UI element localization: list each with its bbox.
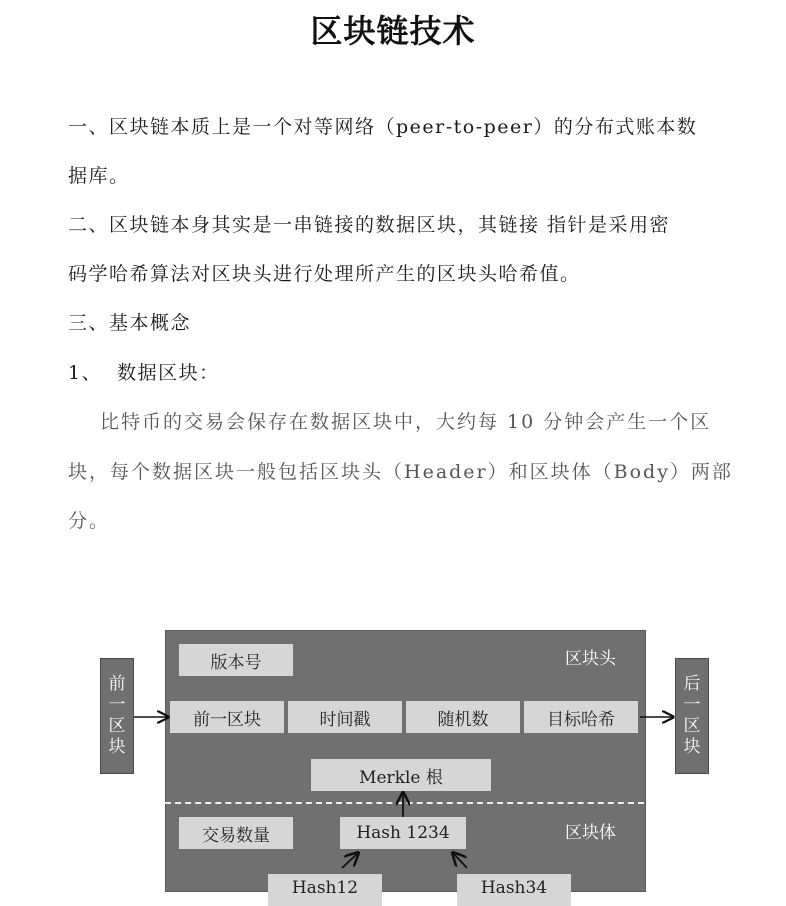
arrow-hash12-to-hash1234 <box>342 853 358 868</box>
paragraph-1-line-1: 一、区块链本质上是一个对等网络（peer-to-peer）的分布式账本数 <box>68 116 698 138</box>
body-text-line-3: 分。 <box>68 510 111 532</box>
timestamp-box: 时间戳 <box>288 701 402 733</box>
nonce-box: 随机数 <box>406 701 520 733</box>
hash-12-box: Hash12 <box>268 874 382 906</box>
section-heading-basic-concepts: 三、基本概念 <box>68 312 192 334</box>
previous-block-char-2: 一 <box>108 695 126 715</box>
previous-block-char-3: 区 <box>108 716 126 736</box>
version-box: 版本号 <box>179 644 293 676</box>
previous-block-char-4: 块 <box>108 737 126 757</box>
target-hash-box: 目标哈希 <box>524 701 638 733</box>
subheading-data-block: 1、 数据区块： <box>68 362 220 384</box>
prev-block-hash-box: 前一区块 <box>170 701 284 733</box>
body-text-line-1: 比特币的交易会保存在数据区块中，大约每 10 分钟会产生一个区 <box>100 411 712 433</box>
previous-block-char-1: 前 <box>108 674 126 694</box>
block-header-label: 区块头 <box>565 649 616 669</box>
next-block-char-4: 块 <box>683 737 701 757</box>
arrow-hash34-to-hash1234 <box>453 853 467 868</box>
merkle-root-box: Merkle 根 <box>311 759 491 791</box>
transaction-count-box: 交易数量 <box>179 817 293 849</box>
next-block-char-2: 一 <box>683 695 701 715</box>
paragraph-2-line-2: 码学哈希算法对区块头进行处理所产生的区块头哈希值。 <box>68 263 581 285</box>
paragraph-1-line-2: 据库。 <box>68 165 130 187</box>
paragraph-2-line-1: 二、区块链本身其实是一串链接的数据区块，其链接 指针是采用密 <box>68 214 671 236</box>
block-body-label: 区块体 <box>565 823 616 843</box>
diagram-arrows <box>0 600 786 883</box>
next-block-char-1: 后 <box>683 674 701 694</box>
page-title: 区块链技术 <box>310 12 476 50</box>
next-block-char-3: 区 <box>683 716 701 736</box>
body-text-line-2: 块，每个数据区块一般包括区块头（Header）和区块体（Body）两部 <box>68 461 733 483</box>
hash-34-box: Hash34 <box>457 874 571 906</box>
block-structure-diagram <box>0 600 786 898</box>
hash-1234-box: Hash 1234 <box>340 817 466 849</box>
